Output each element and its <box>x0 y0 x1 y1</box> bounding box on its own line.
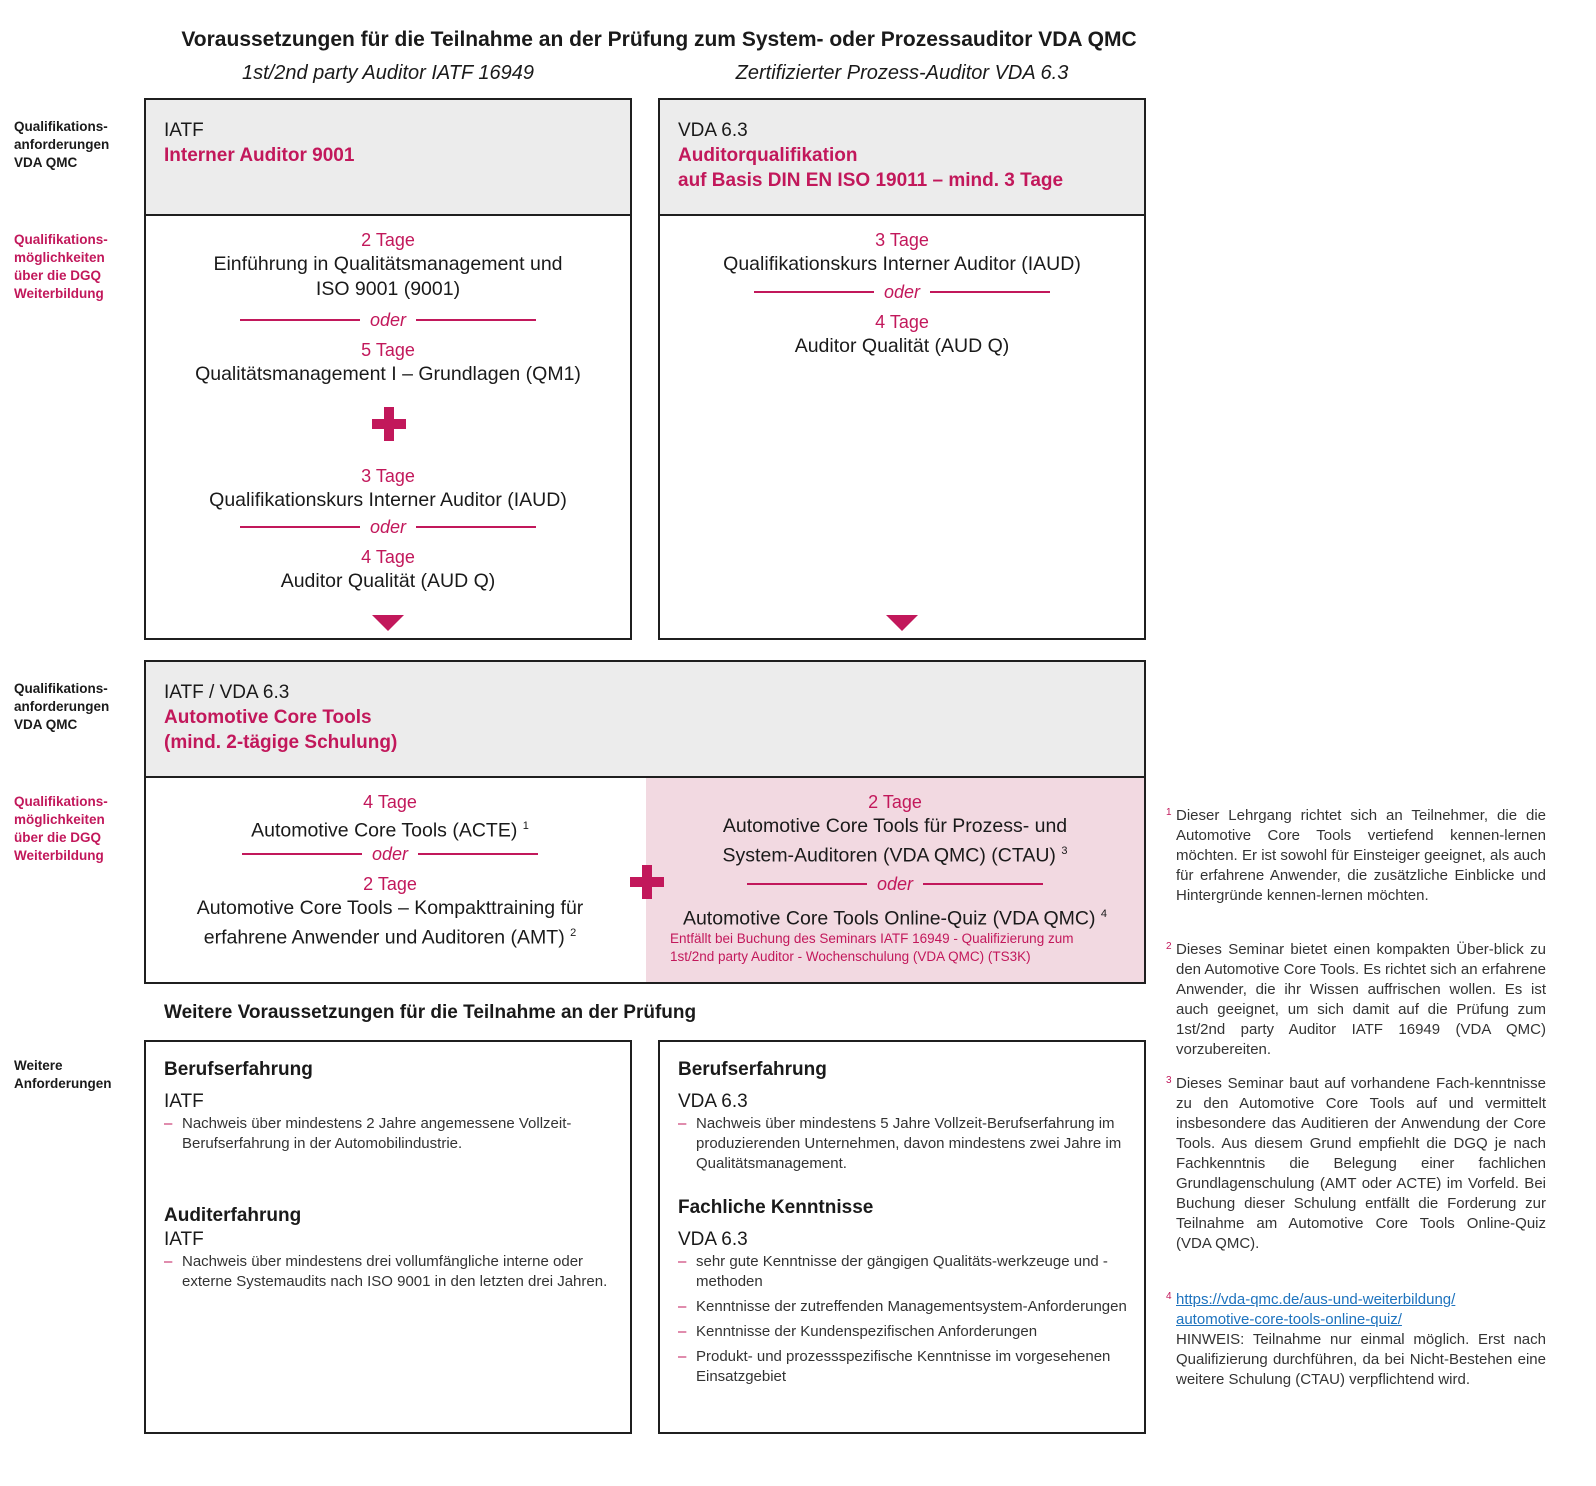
box-core-head-label: IATF / VDA 6.3 <box>164 682 290 703</box>
oder-separator <box>146 516 630 538</box>
oder-separator <box>146 843 634 865</box>
course-name: Auditor Qualität (AUD Q) <box>280 570 496 592</box>
box-iatf-header <box>146 100 630 216</box>
footnote-4-text: HINWEIS: Teilnahme nur einmal möglich. Erst nach Qualifizierung durchführen, da bei Nicht-Bestehen eine weitere Schulung (CTAU) verpflichtend wird. <box>1176 1331 1546 1388</box>
course-days: 4 Tage <box>363 792 417 812</box>
side-label-options-1: Qualifikations- möglichkeiten über die DGQ Weiterbildung <box>14 232 108 301</box>
course-days: 2 Tage <box>361 230 415 250</box>
course-name: Qualifikationskurs Interner Auditor (IAUD) <box>723 253 1081 275</box>
course-audq <box>146 545 630 594</box>
box-core-head-title: Automotive Core Tools (mind. 2-tägige Schulung) <box>164 707 398 753</box>
req-subheading: IATF <box>164 1091 204 1112</box>
course-ctau <box>646 790 1144 869</box>
req-subheading: VDA 6.3 <box>678 1229 748 1250</box>
course-name: Automotive Core Tools Online-Quiz (VDA QMC) $^4$ <box>682 907 1108 930</box>
req-subheading: IATF <box>164 1229 204 1250</box>
course-days: 3 Tage <box>361 466 415 486</box>
oder-label: oder <box>369 516 407 537</box>
req-heading: Auditerfahrung <box>164 1205 302 1226</box>
req-item: – Nachweis über mindestens 5 Jahre Vollzeit-Berufserfahrung im produzierenden Unternehmen, davon mindestens zwei Jahre im Qualitätsmanagement. <box>678 1115 1122 1172</box>
req-item: – Nachweis über mindestens drei vollumfängliche interne oder externe Systemaudits nach ISO 9001 in den letzten drei Jahren. <box>164 1253 608 1290</box>
box-vda <box>658 98 1146 640</box>
footnote-3: 3 Dieses Seminar baut auf vorhandene Fach-kenntnisse zu den Automotive Core Tools auf und vermittelt insbesondere das Auditieren der Anwendung der Core Tools. Aus diesem Grund empfiehlt die DGQ je nach Fachkenntnis die Belegung einer fachlichen Grundlagenschulung (AMT oder ACTE) im Vorfeld. Bei Buchung dieser Schulung entfällt die Forderung zur Teilnahme am Automotive Core Tools Online-Quiz (VDA QMC). <box>1166 1075 1546 1252</box>
box-iatf-head-title: Interner Auditor 9001 <box>164 145 355 166</box>
box-further-vda <box>658 1040 1146 1434</box>
course-name: Automotive Core Tools – Kompakttraining für erfahrene Anwender und Auditoren (AMT) $^2$ <box>196 897 584 949</box>
course-days: 4 Tage <box>875 312 929 332</box>
req-subheading: VDA 6.3 <box>678 1091 748 1112</box>
box-vda-header <box>660 100 1144 216</box>
page-title: Voraussetzungen für die Teilnahme an der Prüfung zum System- oder Prozessauditor VDA QMC <box>181 28 1137 51</box>
req-item: – sehr gute Kenntnisse der gängigen Qualitäts-werkzeuge und -methoden <box>678 1253 1108 1290</box>
oder-separator <box>660 281 1144 303</box>
column-title-iatf: 1st/2nd party Auditor IATF 16949 <box>241 62 535 84</box>
footnote-4: 4 https://vda-qmc.de/aus-und-weiterbildung/ automotive-core-tools-online-quiz/ HINWEIS: Teilnahme nur einmal möglich. Erst nach Qualifizierung durchführen, da bei Nicht-Bestehen eine weitere Schulung (CTAU) verpflichtend wird. <box>1166 1291 1546 1388</box>
course-iaud <box>660 228 1144 277</box>
oder-label: oder <box>371 843 409 864</box>
box-vda-head-title: Auditorqualifikation auf Basis DIN EN ISO 19011 – mind. 3 Tage <box>678 145 1064 191</box>
course-days: 2 Tage <box>363 874 417 894</box>
online-quiz-note: Entfällt bei Buchung des Seminars IATF 16949 - Qualifizierung zum 1st/2nd party Auditor - Wochenschulung (VDA QMC) (TS3K) <box>670 931 1074 964</box>
course-days: 5 Tage <box>361 340 415 360</box>
course-name: Auditor Qualität (AUD Q) <box>794 335 1010 357</box>
course-acte <box>146 790 634 844</box>
course-qm1 <box>146 338 630 387</box>
oder-label: oder <box>369 309 407 330</box>
oder-separator <box>146 309 630 331</box>
box-iatf-head-label: IATF <box>164 120 204 141</box>
course-name: Automotive Core Tools (ACTE) $^1$ <box>251 819 529 842</box>
course-days: 4 Tage <box>361 547 415 567</box>
side-label-further: Weitere Anforderungen <box>14 1058 112 1091</box>
req-item: – Kenntnisse der Kundenspezifischen Anforderungen <box>678 1323 1038 1340</box>
req-item: – Nachweis über mindestens 2 Jahre angemessene Vollzeit-Berufserfahrung in der Automobilindustrie. <box>164 1115 572 1152</box>
side-label-requirements-2: Qualifikations- anforderungen VDA QMC <box>14 681 110 732</box>
req-heading: Fachliche Kenntnisse <box>678 1197 874 1218</box>
oder-label: oder <box>883 281 921 302</box>
box-iatf <box>144 98 632 640</box>
course-name: Qualifikationskurs Interner Auditor (IAUD) <box>209 489 567 511</box>
course-audq <box>660 310 1144 359</box>
course-online-quiz <box>646 902 1144 932</box>
box-core-header <box>146 662 1144 778</box>
oder-label: oder <box>876 873 914 894</box>
course-name: Automotive Core Tools für Prozess- und System-Auditoren (VDA QMC) (CTAU) $^3$ <box>722 815 1068 867</box>
footnote-2: 2 Dieses Seminar bietet einen kompakten Über-blick zu den Automotive Core Tools. Es richtet sich an erfahrene Anwender, die ihr Wissen auffrischen wollen. Es ist auch geeignet, um sich damit auf die Prüfung zum 1st/2nd party Auditor IATF 16949 (VDA QMC) vorzubereiten. <box>1166 941 1546 1058</box>
further-vda-knowledge <box>678 1196 1134 1392</box>
req-item: – Kenntnisse der zutreffenden Managementsystem-Anforderungen <box>678 1298 1127 1315</box>
further-title: Weitere Voraussetzungen für die Teilnahme an der Prüfung <box>164 1002 697 1023</box>
arrow-down-icon <box>372 615 404 631</box>
column-title-vda: Zertifizierter Prozess-Auditor VDA 6.3 <box>735 62 1069 84</box>
arrow-down-icon <box>886 615 918 631</box>
course-name: Qualitätsmanagement I – Grundlagen (QM1) <box>195 363 581 385</box>
req-item: – Produkt- und prozessspezifische Kenntnisse im vorgesehenen Einsatzgebiet <box>678 1348 1111 1385</box>
box-vda-head-label: VDA 6.3 <box>678 120 748 141</box>
further-iatf-content <box>164 1058 620 1159</box>
side-label-options-2: Qualifikations- möglichkeiten über die DGQ Weiterbildung <box>14 794 108 863</box>
course-iaud <box>146 464 630 513</box>
req-heading: Berufserfahrung <box>164 1059 313 1080</box>
req-heading: Berufserfahrung <box>678 1059 827 1080</box>
course-9001 <box>146 228 630 302</box>
further-iatf-audit <box>164 1204 620 1297</box>
plus-icon <box>372 407 406 441</box>
footnote-1: 1 Dieser Lehrgang richtet sich an Teilnehmer, die die Automotive Core Tools vertiefend kennen-lernen möchten. Er ist sowohl für Einsteiger geeignet, als auch für erfahrene Anwender, die zusätzliche Einblicke und Hintergründe kennen-lernen möchten. <box>1166 807 1546 904</box>
quiz-link[interactable]: https://vda-qmc.de/aus-und-weiterbildung/ automotive-core-tools-online-quiz/ <box>1176 1291 1456 1328</box>
course-amt <box>146 872 634 951</box>
side-label-requirements-1: Qualifikations- anforderungen VDA QMC <box>14 119 110 170</box>
course-name: Einführung in Qualitätsmanagement und ISO 9001 (9001) <box>213 253 563 300</box>
oder-separator <box>646 873 1144 895</box>
box-further-iatf <box>144 1040 632 1434</box>
box-core-tools <box>144 660 1146 984</box>
course-days: 2 Tage <box>868 792 922 812</box>
further-vda-content <box>678 1058 1134 1179</box>
course-days: 3 Tage <box>875 230 929 250</box>
